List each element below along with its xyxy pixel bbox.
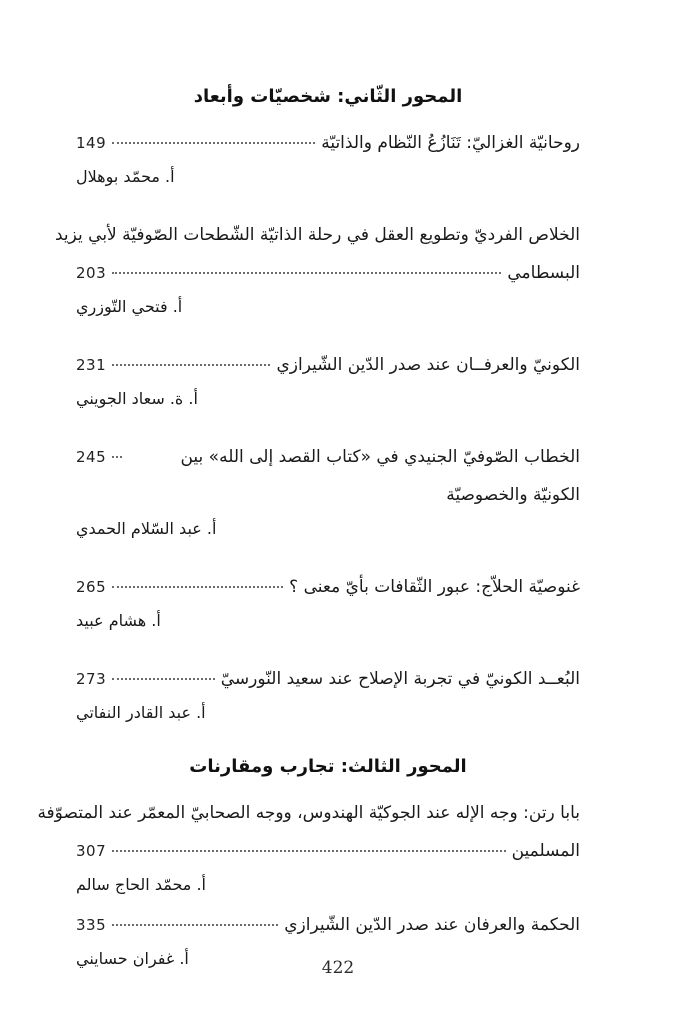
entry-page-number: 245 — [76, 448, 107, 466]
entry-author: أ. ة. سعاد الجويني — [76, 389, 198, 408]
entry-title: روحانيّة الغزاليّ: تَنَازُعُ النّظام والذاتيّة — [321, 133, 580, 153]
toc-content — [37, 82, 580, 974]
entry-leader-line — [76, 660, 580, 698]
toc-entry — [76, 124, 580, 192]
section-heading: المحور الثالث: تجارب ومقارنات — [189, 756, 467, 777]
entry-leader-line — [76, 438, 580, 514]
entry-leader-line — [76, 832, 580, 870]
entry-title: البسطامي — [507, 263, 580, 283]
entry-leader-line — [76, 568, 580, 606]
toc-entry — [76, 346, 580, 414]
toc-entry — [76, 660, 580, 728]
entry-title-line: بابا رتن: وجه الإله عند الجوكيّة الهندوس، ووجه الصحابيّ المعمّر عند المتصوّفة — [37, 803, 580, 823]
entry-title-line: الخلاص الفرديّ وتطويع العقل في رحلة الذاتيّة الشّطحات الصّوفيّة لأبي يزيد — [54, 225, 580, 245]
entry-page-number: 149 — [76, 134, 107, 152]
entry-page-number: 231 — [76, 356, 107, 374]
entry-leader-line — [76, 346, 580, 384]
entry-page-number: 265 — [76, 578, 107, 596]
toc-entry — [76, 438, 580, 544]
entry-title: المسلمين — [511, 841, 580, 861]
toc-entry — [76, 568, 580, 636]
entry-leader-line — [76, 254, 580, 292]
entry-title: البُعــد الكونيّ في تجربة الإصلاح عند سعيد النّورسيّ — [220, 669, 580, 689]
entry-author: أ. عبد القادر النفاتي — [76, 703, 206, 722]
entry-author: أ. محمّد الحاج سالم — [76, 875, 206, 894]
entry-author: أ. محمّد بوهلال — [76, 167, 175, 186]
dot-leader — [112, 363, 270, 366]
dot-leader — [112, 271, 501, 274]
entry-title: غنوصيّة الحلاّج: عبور الثّقافات بأيّ معنى ؟ — [289, 577, 580, 597]
entry-author: أ. عبد السّلام الحمدي — [76, 519, 217, 538]
dot-leader — [112, 849, 505, 852]
entry-page-number: 335 — [76, 916, 107, 934]
page-folio-number: 422 — [321, 958, 355, 978]
toc-entry — [37, 794, 580, 900]
entry-author: أ. غفران حسايني — [76, 949, 189, 968]
dot-leader — [112, 677, 215, 680]
dot-leader — [112, 455, 122, 458]
dot-leader — [112, 141, 315, 144]
entry-leader-line — [76, 906, 580, 944]
section-heading: المحور الثّاني: شخصيّات وأبعاد — [193, 86, 463, 107]
entry-leader-line — [76, 124, 580, 162]
entry-title: الحكمة والعرفان عند صدر الدّين الشّيرازي — [284, 915, 580, 935]
entry-page-number: 307 — [76, 842, 107, 860]
dot-leader — [112, 923, 278, 926]
entry-title: الخطاب الصّوفيّ الجنيدي في «كتاب القصد إلى الله» بين الكونيّة والخصوصيّة — [180, 447, 580, 505]
toc-entry — [54, 216, 580, 322]
entry-author: أ. هشام عبيد — [76, 611, 161, 630]
entry-page-number: 273 — [76, 670, 107, 688]
dot-leader — [112, 585, 283, 588]
entry-title: الكونيّ والعرفــان عند صدر الدّين الشّيرازي — [276, 355, 580, 375]
entry-page-number: 203 — [76, 264, 107, 282]
entry-author: أ. فتحي التّوزري — [76, 297, 183, 316]
